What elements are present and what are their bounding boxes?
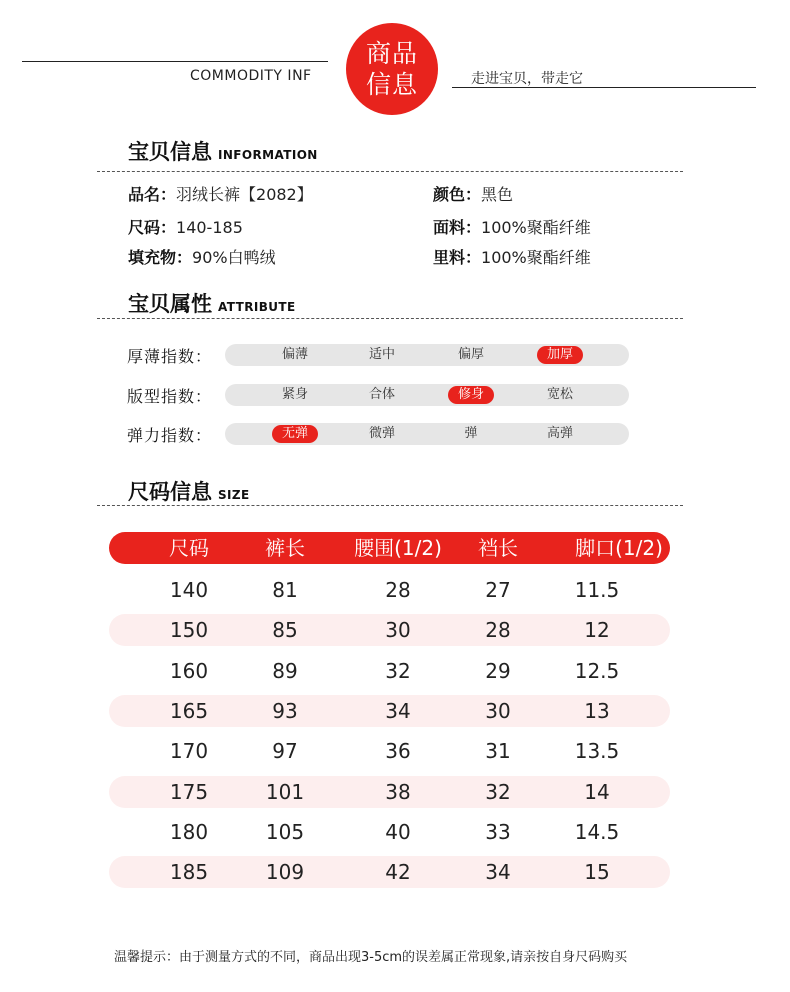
info-label: 填充物：	[128, 248, 193, 267]
size-section-title	[128, 476, 250, 506]
badge-line-1: 商品	[365, 39, 418, 68]
thickness-option: 偏厚	[457, 347, 484, 362]
table-cell: 38	[385, 779, 411, 804]
header-slogan: 走进宝贝，带走它	[471, 71, 583, 87]
table-row	[109, 614, 670, 646]
info-label: 品名：	[128, 185, 177, 204]
info-label: 里料：	[433, 248, 482, 267]
info-value: 90%白鸭绒	[192, 248, 276, 267]
info-filling	[128, 245, 276, 268]
product-info-badge	[346, 23, 438, 115]
table-cell: 180	[169, 819, 209, 844]
column-header: 裆长	[478, 536, 518, 560]
table-cell: 160	[169, 658, 209, 683]
elasticity-option: 弹	[464, 426, 478, 441]
info-fabric	[433, 215, 591, 238]
badge-line-2: 信息	[365, 70, 418, 99]
table-cell: 93	[272, 698, 298, 723]
table-cell: 170	[169, 739, 209, 764]
info-name	[128, 182, 313, 205]
table-row	[109, 695, 670, 727]
info-subtitle: INFORMATION	[218, 148, 318, 162]
thickness-scale	[225, 344, 629, 366]
table-cell: 28	[485, 618, 511, 643]
size-title-text: 尺码信息	[128, 480, 212, 504]
thickness-label: 厚薄指数：	[127, 347, 213, 366]
column-header: 裤长	[265, 536, 305, 560]
table-cell: 12.5	[574, 658, 620, 683]
table-cell: 27	[485, 578, 511, 602]
attribute-section-title	[128, 288, 296, 318]
size-subtitle: SIZE	[218, 488, 250, 502]
thickness-option-selected: 加厚	[537, 346, 583, 364]
table-cell: 97	[272, 739, 298, 764]
table-row	[109, 735, 670, 767]
size-table-header	[109, 532, 670, 564]
info-divider	[97, 171, 683, 172]
column-header: 脚口(1/2)	[575, 536, 663, 560]
header-english-label: COMMODITY INF	[190, 68, 312, 84]
info-value: 羽绒长裤【2082】	[176, 185, 313, 204]
table-cell: 165	[169, 698, 209, 723]
info-value: 100%聚酯纤维	[481, 218, 591, 237]
table-cell: 34	[385, 698, 411, 723]
fit-label: 版型指数：	[127, 387, 213, 406]
table-row	[109, 816, 670, 848]
header-left-rule	[22, 61, 328, 62]
info-color	[433, 182, 513, 205]
fit-scale	[225, 384, 629, 406]
table-row	[109, 776, 670, 808]
info-section-title	[128, 136, 318, 166]
table-cell: 42	[385, 860, 411, 885]
table-cell: 13.5	[574, 739, 620, 764]
info-title-text: 宝贝信息	[128, 140, 212, 164]
table-cell: 28	[385, 578, 411, 602]
info-value: 140-185	[176, 218, 243, 237]
table-cell: 89	[272, 658, 298, 683]
info-label: 面料：	[433, 218, 482, 237]
table-cell: 150	[169, 618, 209, 643]
attribute-divider	[97, 318, 683, 319]
table-cell: 13	[584, 698, 610, 723]
table-cell: 140	[169, 578, 209, 602]
thickness-option: 偏薄	[281, 347, 308, 362]
table-cell: 81	[272, 578, 298, 602]
table-row	[109, 856, 670, 888]
fit-option: 合体	[368, 387, 395, 402]
table-cell: 40	[385, 819, 411, 844]
fit-option: 紧身	[281, 387, 308, 402]
table-cell: 109	[265, 860, 305, 885]
elasticity-option: 高弹	[546, 426, 573, 441]
fit-option-selected: 修身	[448, 386, 494, 404]
elasticity-label: 弹力指数：	[127, 426, 213, 445]
attribute-title-text: 宝贝属性	[128, 292, 212, 316]
table-cell: 29	[485, 658, 511, 683]
table-row	[109, 574, 670, 606]
column-header: 尺码	[169, 536, 209, 560]
table-cell: 105	[265, 819, 305, 844]
info-size	[128, 215, 243, 238]
table-cell: 14.5	[574, 819, 620, 844]
table-row	[109, 655, 670, 687]
table-cell: 32	[485, 779, 511, 804]
size-tip: 温馨提示：由于测量方式的不同，商品出现3-5cm的误差属正常现象,请亲按自身尺码购买	[114, 950, 628, 965]
table-cell: 30	[485, 698, 511, 723]
table-cell: 15	[584, 860, 610, 885]
table-cell: 36	[385, 739, 411, 764]
elasticity-option-selected: 无弹	[272, 425, 318, 443]
table-cell: 33	[485, 819, 511, 844]
table-cell: 32	[385, 658, 411, 683]
table-cell: 175	[169, 779, 209, 804]
table-cell: 11.5	[574, 578, 620, 602]
info-label: 颜色：	[433, 185, 482, 204]
elasticity-scale	[225, 423, 629, 445]
info-lining	[433, 245, 591, 268]
table-cell: 14	[584, 779, 610, 804]
info-label: 尺码：	[128, 218, 177, 237]
fit-option: 宽松	[546, 387, 573, 402]
thickness-option: 适中	[368, 347, 395, 362]
table-cell: 31	[485, 739, 511, 764]
table-cell: 101	[265, 779, 305, 804]
elasticity-option: 微弹	[368, 426, 395, 441]
table-cell: 12	[584, 618, 610, 643]
info-value: 黑色	[481, 185, 514, 204]
attribute-subtitle: ATTRIBUTE	[218, 300, 296, 314]
column-header: 腰围(1/2)	[354, 536, 442, 560]
info-value: 100%聚酯纤维	[481, 248, 591, 267]
size-divider	[97, 505, 683, 506]
table-cell: 30	[385, 618, 411, 643]
table-cell: 185	[169, 860, 209, 885]
table-cell: 34	[485, 860, 511, 885]
table-cell: 85	[272, 618, 298, 643]
